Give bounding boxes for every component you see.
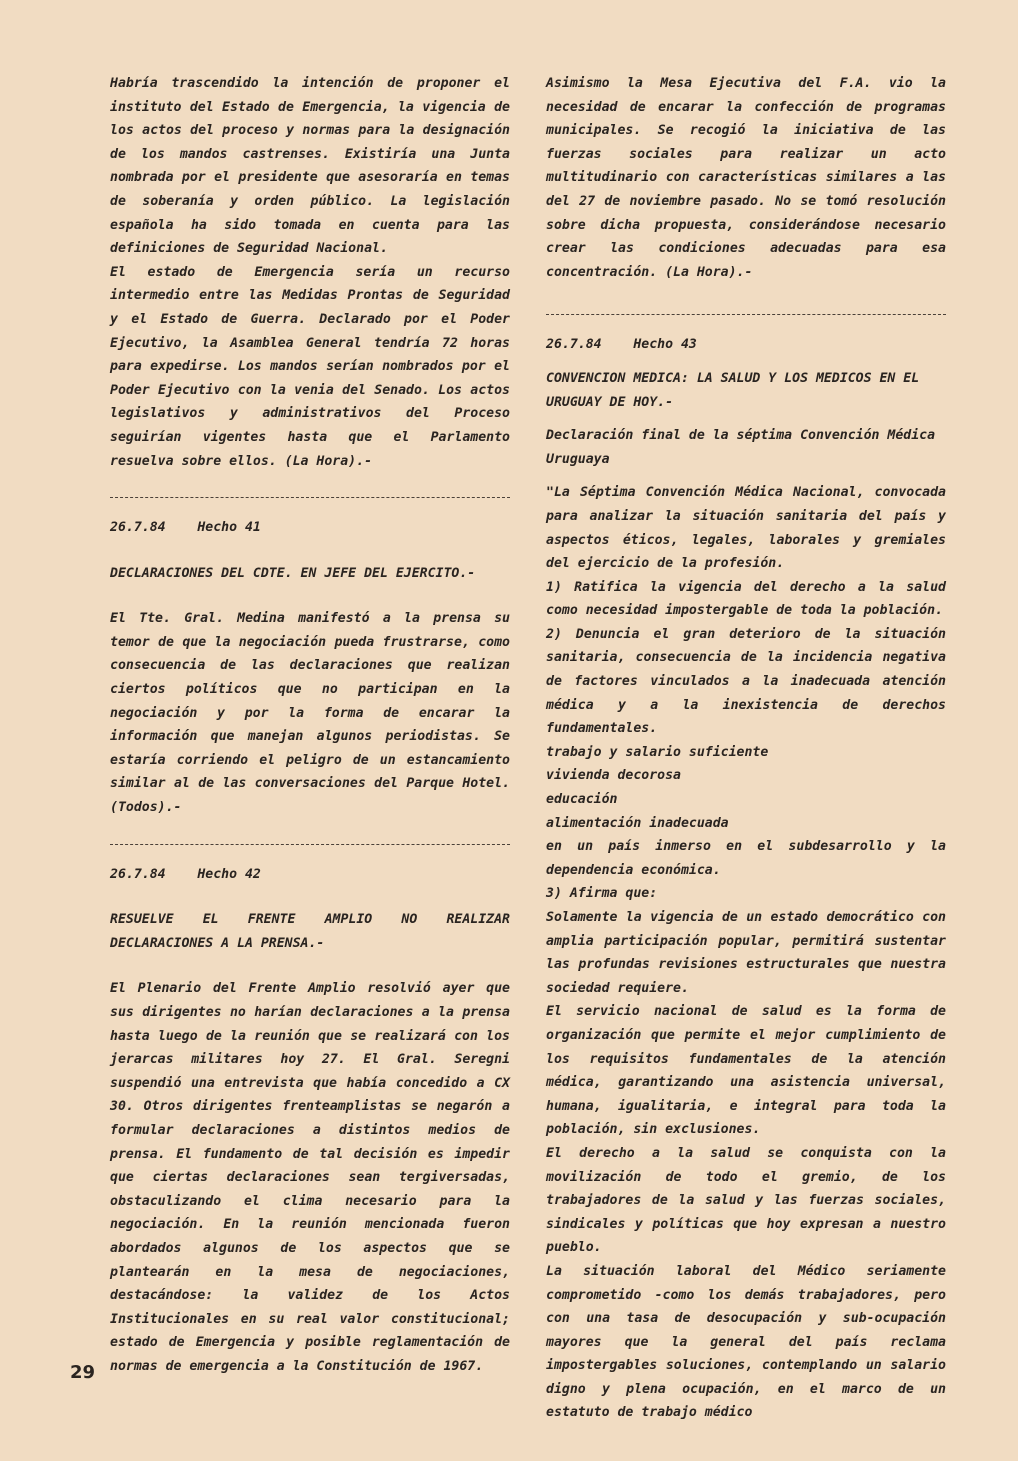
- hecho-43-date-line: 26.7.84 Hecho 43: [546, 337, 697, 353]
- section-separator: [546, 314, 946, 315]
- hecho-43-paragraph-b: El servicio nacional de salud es la forma de organización que permite el mejor cumplimiento de los requisitos fundamentales de la atención médica, garantizando una asistencia universal, humana, igualitaria, e integral para toda la población, sin exclusiones.: [546, 1004, 946, 1138]
- hecho-41-date-line: 26.7.84 Hecho 41: [110, 520, 261, 536]
- hecho-43-title: CONVENCION MEDICA: LA SALUD Y LOS MEDICOS EN EL URUGUAY DE HOY.-: [546, 370, 920, 410]
- left-column: [110, 72, 510, 1379]
- right-paragraph-1: Asimismo la Mesa Ejecutiva del F.A. vio la necesidad de encarar la confección de programas municipales. Se recogió la iniciativa de las fuerzas sociales para realizar un acto multitudinario con características similares a las del 27 de noviembre pasado. No se tomó resolución sobre dicha propuesta, considerándose necesario crear las condiciones adecuadas para esa concentración. (La Hora).-: [546, 76, 946, 280]
- hecho-43-list-item: trabajo y salario suficiente: [546, 744, 769, 760]
- right-column: [546, 72, 946, 1425]
- hecho-43-paragraph-d: La situación laboral del Médico seriamente comprometido -como los demás trabajadores, pero con una tasa de desocupación y sub-ocupación mayores que la general del país reclama impostergables soluciones, contemplando un salario digno y plena ocupación, en el marco de un estatuto de trabajo médico: [546, 1263, 946, 1421]
- hecho-41-body: El Tte. Gral. Medina manifestó a la prensa su temor de que la negociación pueda frustrarse, como consecuencia de las declaraciones que realizan ciertos políticos que no participan en la negociación y por la forma de encarar la información que manejan algunos periodistas. Se estaría corriendo el peligro de un estancamiento similar al de las conversaciones del Parque Hotel. (Todos).-: [110, 611, 510, 816]
- page-number: 29: [70, 1362, 96, 1383]
- left-paragraph-2: El estado de Emergencia sería un recurso intermedio entre las Medidas Prontas de Seguridad y el Estado de Guerra. Declarado por el Poder Ejecutivo, la Asamblea General tendría 72 horas para expedirse. Los mandos serían nombrados por el Poder Ejecutivo con la venia del Senado. Los actos legislativos y administrativos del Proceso seguirían vigentes hasta que el Parlamento resuelva sobre ellos. (La Hora).-: [110, 264, 510, 469]
- section-separator: [110, 844, 510, 845]
- hecho-43-item-2-end: en un país inmerso en el subdesarrollo y la dependencia económica.: [546, 839, 946, 878]
- hecho-43-list-item: alimentación inadecuada: [546, 815, 729, 831]
- hecho-41-title: DECLARACIONES DEL CDTE. EN JEFE DEL EJERCITO.-: [110, 565, 476, 581]
- hecho-42-title: RESUELVE EL FRENTE AMPLIO NO REALIZAR DECLARACIONES A LA PRENSA.-: [110, 912, 510, 951]
- hecho-43-list-item: educación: [546, 792, 618, 808]
- hecho-42-date-line: 26.7.84 Hecho 42: [110, 866, 261, 882]
- hecho-43-subtitle: Declaración final de la séptima Convención Médica Uruguaya: [546, 428, 936, 467]
- hecho-43-item-2: 2) Denuncia el gran deterioro de la situación sanitaria, consecuencia de la incidencia negativa de factores vinculados a la inadecuada atención médica y a la inexistencia de derechos fundamentales.: [546, 626, 946, 737]
- hecho-42-body: El Plenario del Frente Amplio resolvió ayer que sus dirigentes no harían declaraciones a la prensa hasta luego de la reunión que se realizará con los jerarcas militares hoy 27. El Gral. Seregni suspendió una entrevista que había concedido a CX 30. Otros dirigentes frenteamplistas se negarón a formular declaraciones a distintos medios de prensa. El fundamento de tal decisión es impedir que ciertas declaraciones sean tergiversadas, obstaculizando el clima necesario para la negociación. En la reunión mencionada fueron abordados algunos de los aspectos que se plantearán en la mesa de negociaciones, destacándose: la validez de los Actos Institucionales en su real valor constitucional; estado de Emergencia y posible reglamentación de normas de emergencia a la Constitución de 1967.: [110, 981, 510, 1374]
- hecho-43-paragraph-c: El derecho a la salud se conquista con la movilización de todo el gremio, de los trabajadores de la salud y las fuerzas sociales, sindicales y políticas que hoy expresan a nuestro pueblo.: [546, 1145, 946, 1256]
- hecho-43-item-3: 3) Afirma que:: [546, 886, 658, 902]
- section-separator: [110, 497, 510, 498]
- hecho-43-paragraph-a: Solamente la vigencia de un estado democrático con amplia participación popular, permitirá sustentar las profundas revisiones estructurales que nuestra sociedad requiere.: [546, 910, 946, 996]
- left-paragraph-1: Habría trascendido la intención de proponer el instituto del Estado de Emergencia, la vigencia de los actos del proceso y normas para la designación de los mandos castrenses. Existiría una Junta nombrada por el presidente que asesoraría en temas de soberanía y orden público. La legislación española ha sido tomada en cuenta para las definiciones de Seguridad Nacional.: [110, 76, 510, 257]
- hecho-43-list-item: vivienda decorosa: [546, 768, 681, 784]
- hecho-43-intro: "La Séptima Convención Médica Nacional, convocada para analizar la situación sanitaria del país y aspectos éticos, legales, laborales y gremiales del ejercicio de la profesión.: [546, 485, 946, 572]
- hecho-43-item-1: 1) Ratifica la vigencia del derecho a la salud como necesidad impostergable de toda la población.: [546, 579, 946, 619]
